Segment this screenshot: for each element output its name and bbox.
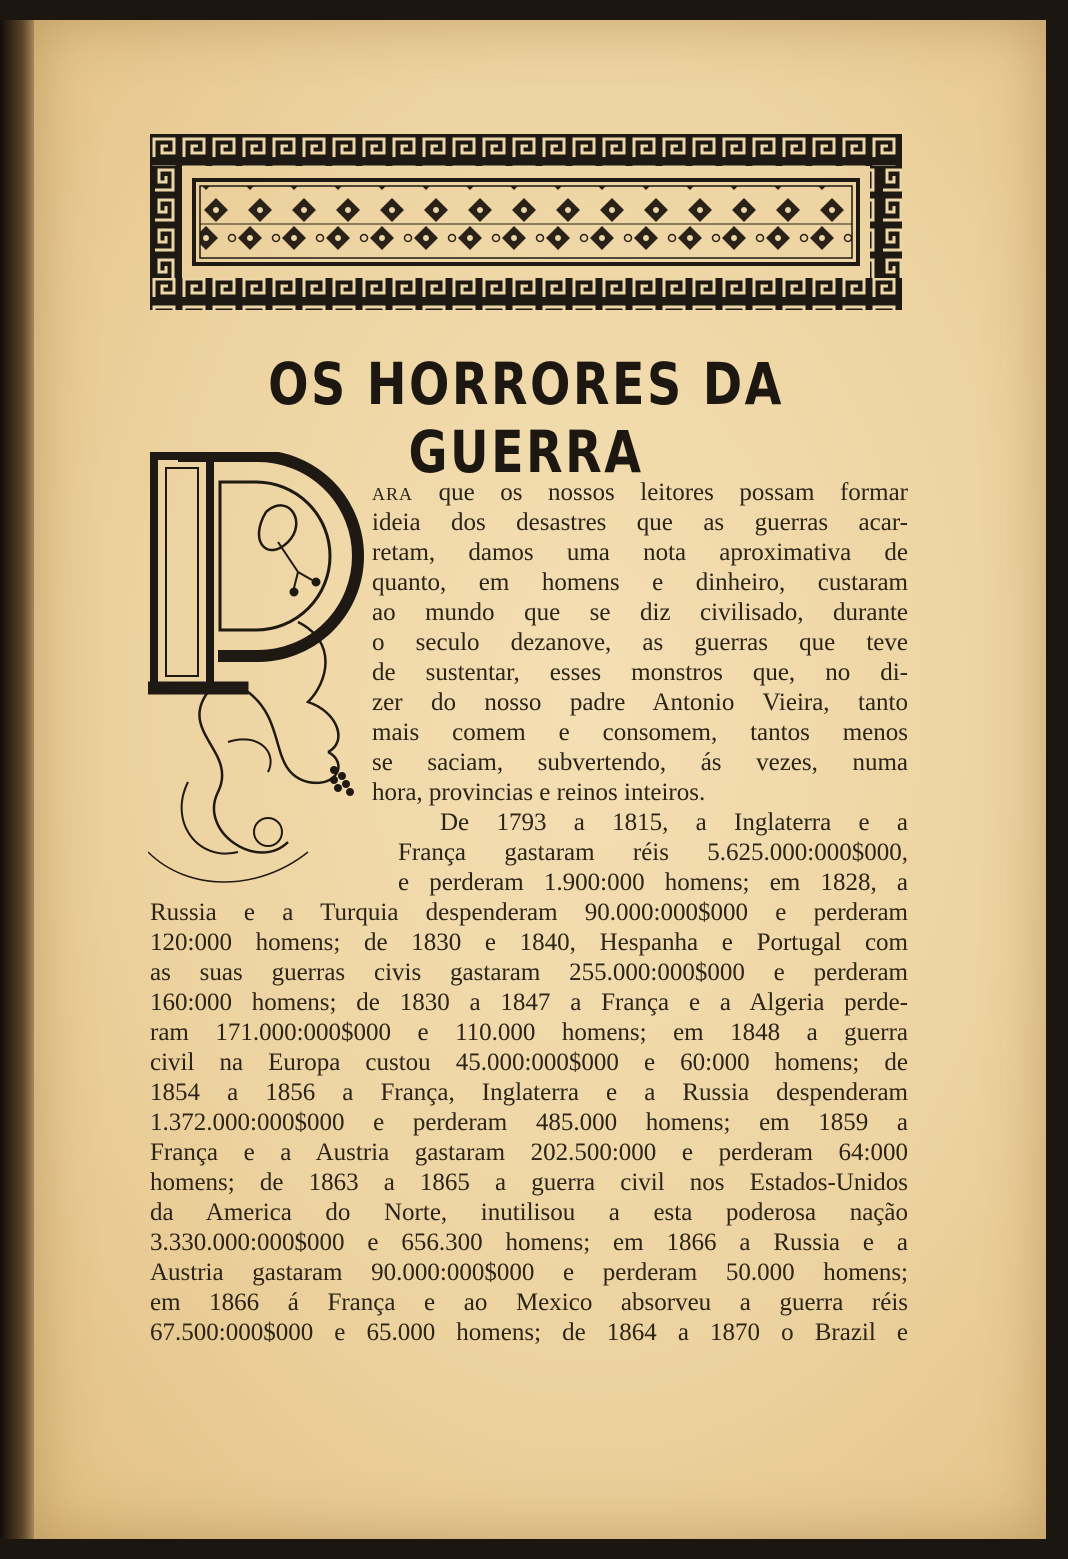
text-line-7: de sustentar, esses monstros que, no di- [372, 659, 908, 686]
text-line-20: civil na Europa custou 45.000:000$000 e 60:000 homens; de [150, 1049, 908, 1076]
text-line-17: as suas guerras civis gastaram 255.000:000$000 e perderam [150, 959, 908, 986]
text-line-27: Austria gastaram 90.000:000$000 e perderam 50.000 homens; [150, 1259, 908, 1286]
text-line-1: ARA que os nossos leitores possam formar [372, 479, 908, 506]
text-line-18: 160:000 homens; de 1830 a 1847 a França e a Algeria perde- [150, 989, 908, 1016]
decorated-drop-cap-p [148, 452, 370, 892]
text-line-21: 1854 a 1856 a França, Inglaterra e a Russia despenderam [150, 1079, 908, 1106]
text-line-8: zer do nosso padre Antonio Vieira, tanto [372, 689, 908, 716]
text-line-26: 3.330.000:000$000 e 656.300 homens; em 1866 a Russia e a [150, 1229, 908, 1256]
text-line-10: se saciam, subvertendo, ás vezes, numa [372, 749, 908, 776]
text-line-25: da America do Norte, inutilisou a esta poderosa nação [150, 1199, 908, 1226]
text-line-24: homens; de 1863 a 1865 a guerra civil nos Estados-Unidos [150, 1169, 908, 1196]
text-line-2: ideia dos desastres que as guerras acar- [372, 509, 908, 536]
text-line-9: mais comem e consomem, tantos menos [372, 719, 908, 746]
greek-key-ornament-band [150, 134, 902, 310]
text-line-6: o seculo dezanove, as guerras que teve [372, 629, 908, 656]
article-title: OS HORRORES DA GUERRA [268, 350, 784, 486]
text-line-29: 67.500:000$000 e 65.000 homens; de 1864 a 1870 o Brazil e [150, 1319, 908, 1346]
text-line-28: em 1866 á França e ao Mexico absorveu a guerra réis [150, 1289, 908, 1316]
text-line-14: e perderam 1.900:000 homens; em 1828, a [398, 869, 908, 896]
text-line-22: 1.372.000:000$000 e perderam 485.000 homens; em 1859 a [150, 1109, 908, 1136]
text-line-15: Russia e a Turquia despenderam 90.000:000$000 e perderam [150, 899, 908, 926]
text-line-16: 120:000 homens; de 1830 e 1840, Hespanha e Portugal com [150, 929, 908, 956]
text-line-19: ram 171.000:000$000 e 110.000 homens; em 1848 a guerra [150, 1019, 908, 1046]
text-line-12: De 1793 a 1815, a Inglaterra e a [440, 809, 908, 836]
text-line-3: retam, damos uma nota aproximativa de [372, 539, 908, 566]
text-line-4: quanto, em homens e dinheiro, custaram [372, 569, 908, 596]
text-line-5: ao mundo que se diz civilisado, durante [372, 599, 908, 626]
text-line-13: França gastaram réis 5.625.000:000$000, [398, 839, 908, 866]
text-line-23: França e a Austria gastaram 202.500:000 e perderam 64:000 [150, 1139, 908, 1166]
text-line-11: hora, provincias e reinos inteiros. [372, 779, 706, 806]
